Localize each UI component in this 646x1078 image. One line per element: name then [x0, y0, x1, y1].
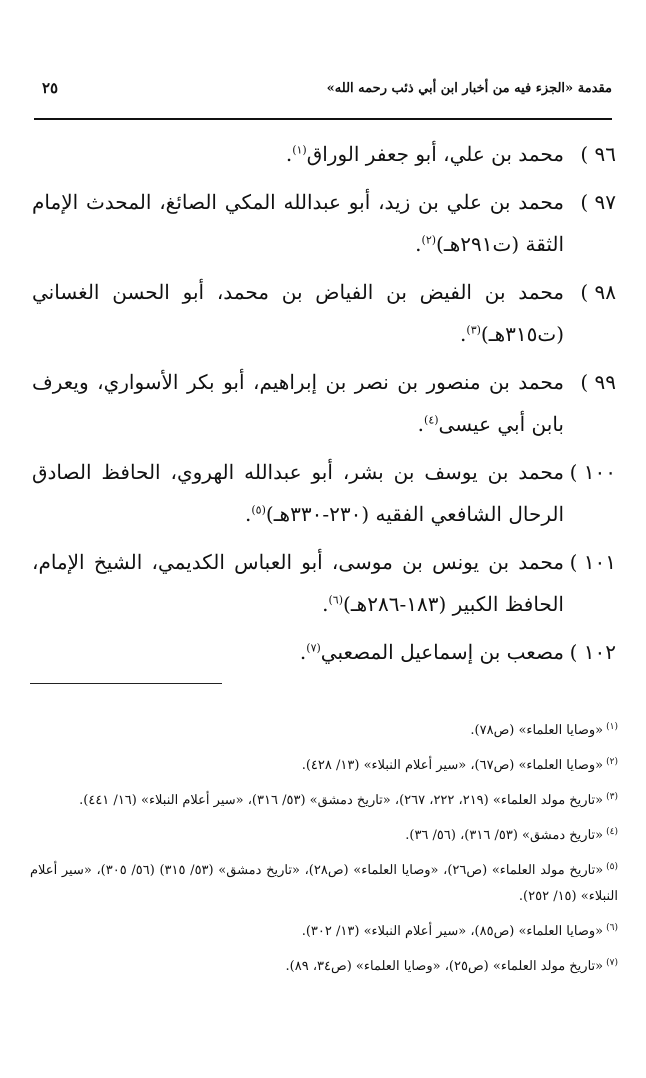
- footnote-6: [30, 919, 618, 945]
- entry-tail: .: [299, 640, 307, 664]
- footnote-ref: (١): [292, 143, 307, 157]
- entry-97: [32, 181, 616, 265]
- page-number: ٢٥: [42, 79, 59, 97]
- footnote-text: «تاريخ دمشق» (٥٣/ ٣١٦)، (٥٦/ ٣٦).: [405, 828, 604, 843]
- entry-tail: .: [415, 232, 422, 256]
- footnote-ref: (٥): [251, 503, 266, 517]
- footnote-ref: (٦): [328, 593, 344, 607]
- footnote-text: «وصايا العلماء» (ص٧٨).: [470, 723, 604, 738]
- footnote-4: [30, 823, 618, 849]
- footnote-5: [30, 858, 618, 910]
- entry-number: ٩٧ ): [580, 190, 616, 214]
- entry-text: [32, 181, 564, 265]
- entry-text: [32, 361, 564, 445]
- footnote-3: [30, 788, 618, 814]
- footnote-mark: (٢): [606, 756, 618, 767]
- entry-101: [32, 541, 616, 625]
- entry-tail: .: [245, 502, 252, 526]
- entry-tail: .: [285, 142, 293, 166]
- entry-text: [32, 631, 564, 673]
- entries-list: [32, 133, 616, 679]
- footnote-7: [30, 954, 618, 980]
- entry-98: [32, 271, 616, 355]
- entry-body: محمد بن علي بن زيد، أبو عبدالله المكي الصائغ، المحدث الإمام الثقة (ت٢٩١هـ): [32, 190, 564, 256]
- entry-body: محمد بن يونس بن موسى، أبو العباس الكديمي، الشيخ الإمام، الحافظ الكبير (١٨٣-٢٨٦هـ): [32, 550, 564, 616]
- entry-number: ٩٦ ): [580, 142, 616, 166]
- footnote-ref: (٤): [424, 413, 439, 427]
- entry-number: ٩٨ ): [580, 280, 616, 304]
- footnote-mark: (٥): [606, 861, 619, 872]
- entry-number: ١٠٢ ): [569, 640, 616, 664]
- entry-body: محمد بن الفيض بن الفياض بن محمد، أبو الحسن الغساني (ت٣١٥هـ): [32, 280, 564, 346]
- entry-body: محمد بن منصور بن نصر بن إبراهيم، أبو بكر الأسواري، ويعرف بابن أبي عيسى: [32, 370, 564, 436]
- entry-text: [32, 133, 564, 175]
- entry-body: محمد بن علي، أبو جعفر الوراق: [306, 142, 564, 166]
- footnote-mark: (٤): [606, 826, 618, 837]
- footnote-mark: (١): [606, 721, 618, 732]
- entry-text: [32, 451, 564, 535]
- entry-tail: .: [417, 412, 425, 436]
- footnote-text: «وصايا العلماء» (ص٦٧)، «سير أعلام النبلاء» (١٣/ ٤٢٨).: [301, 758, 604, 773]
- entry-102: [32, 631, 616, 673]
- entry-body: محمد بن يوسف بن بشر، أبو عبدالله الهروي، الحافظ الصادق الرحال الشافعي الفقيه (٢٣٠-٣٣٠هـ): [32, 460, 564, 526]
- header-rule: [34, 118, 612, 120]
- footnotes: [30, 718, 618, 989]
- footnote-mark: (٦): [606, 922, 618, 933]
- footnotes-rule: [30, 683, 222, 684]
- footnote-text: «تاريخ مولد العلماء» (٢١٩، ٢٢٢، ٢٦٧)، «تاريخ دمشق» (٥٣/ ٣١٦)، «سير أعلام النبلاء» (١٦/ ٤٤١).: [79, 793, 604, 808]
- footnote-ref: (٢): [421, 233, 437, 247]
- footnote-mark: (٣): [606, 791, 618, 802]
- entry-99: [32, 361, 616, 445]
- entry-number: ٩٩ ): [580, 370, 616, 394]
- entry-tail: .: [322, 592, 329, 616]
- entry-100: [32, 451, 616, 535]
- footnote-1: [30, 718, 618, 744]
- footnote-text: «تاريخ مولد العلماء» (ص٢٥)، «وصايا العلماء» (ص٣٤، ٨٩).: [285, 959, 604, 974]
- running-head: [34, 74, 612, 102]
- footnote-mark: (٧): [606, 957, 618, 968]
- entry-text: [32, 271, 564, 355]
- entry-text: [32, 541, 564, 625]
- entry-body: مصعب بن إسماعيل المصعبي: [320, 640, 564, 664]
- footnote-text: «تاريخ مولد العلماء» (ص٢٦)، «وصايا العلماء» (ص٢٨)، «تاريخ دمشق» (٥٣/ ٣١٥) (٥٦/ ٣٠٥)، «سير أعلام النبلاء» (١٥/ ٢٥٢).: [30, 863, 618, 904]
- footnote-2: [30, 753, 618, 779]
- footnote-ref: (٧): [306, 641, 321, 655]
- running-title: مقدمة «الجزء فيه من أخبار ابن أبي ذئب رحمه الله»: [326, 80, 612, 96]
- entry-number: ١٠٠ ): [569, 460, 616, 484]
- entry-96: [32, 133, 616, 175]
- footnote-ref: (٣): [466, 323, 481, 337]
- entry-number: ١٠١ ): [569, 550, 616, 574]
- entry-tail: .: [460, 322, 467, 346]
- footnote-text: «وصايا العلماء» (ص٨٥)، «سير أعلام النبلاء» (١٣/ ٣٠٢).: [301, 924, 604, 939]
